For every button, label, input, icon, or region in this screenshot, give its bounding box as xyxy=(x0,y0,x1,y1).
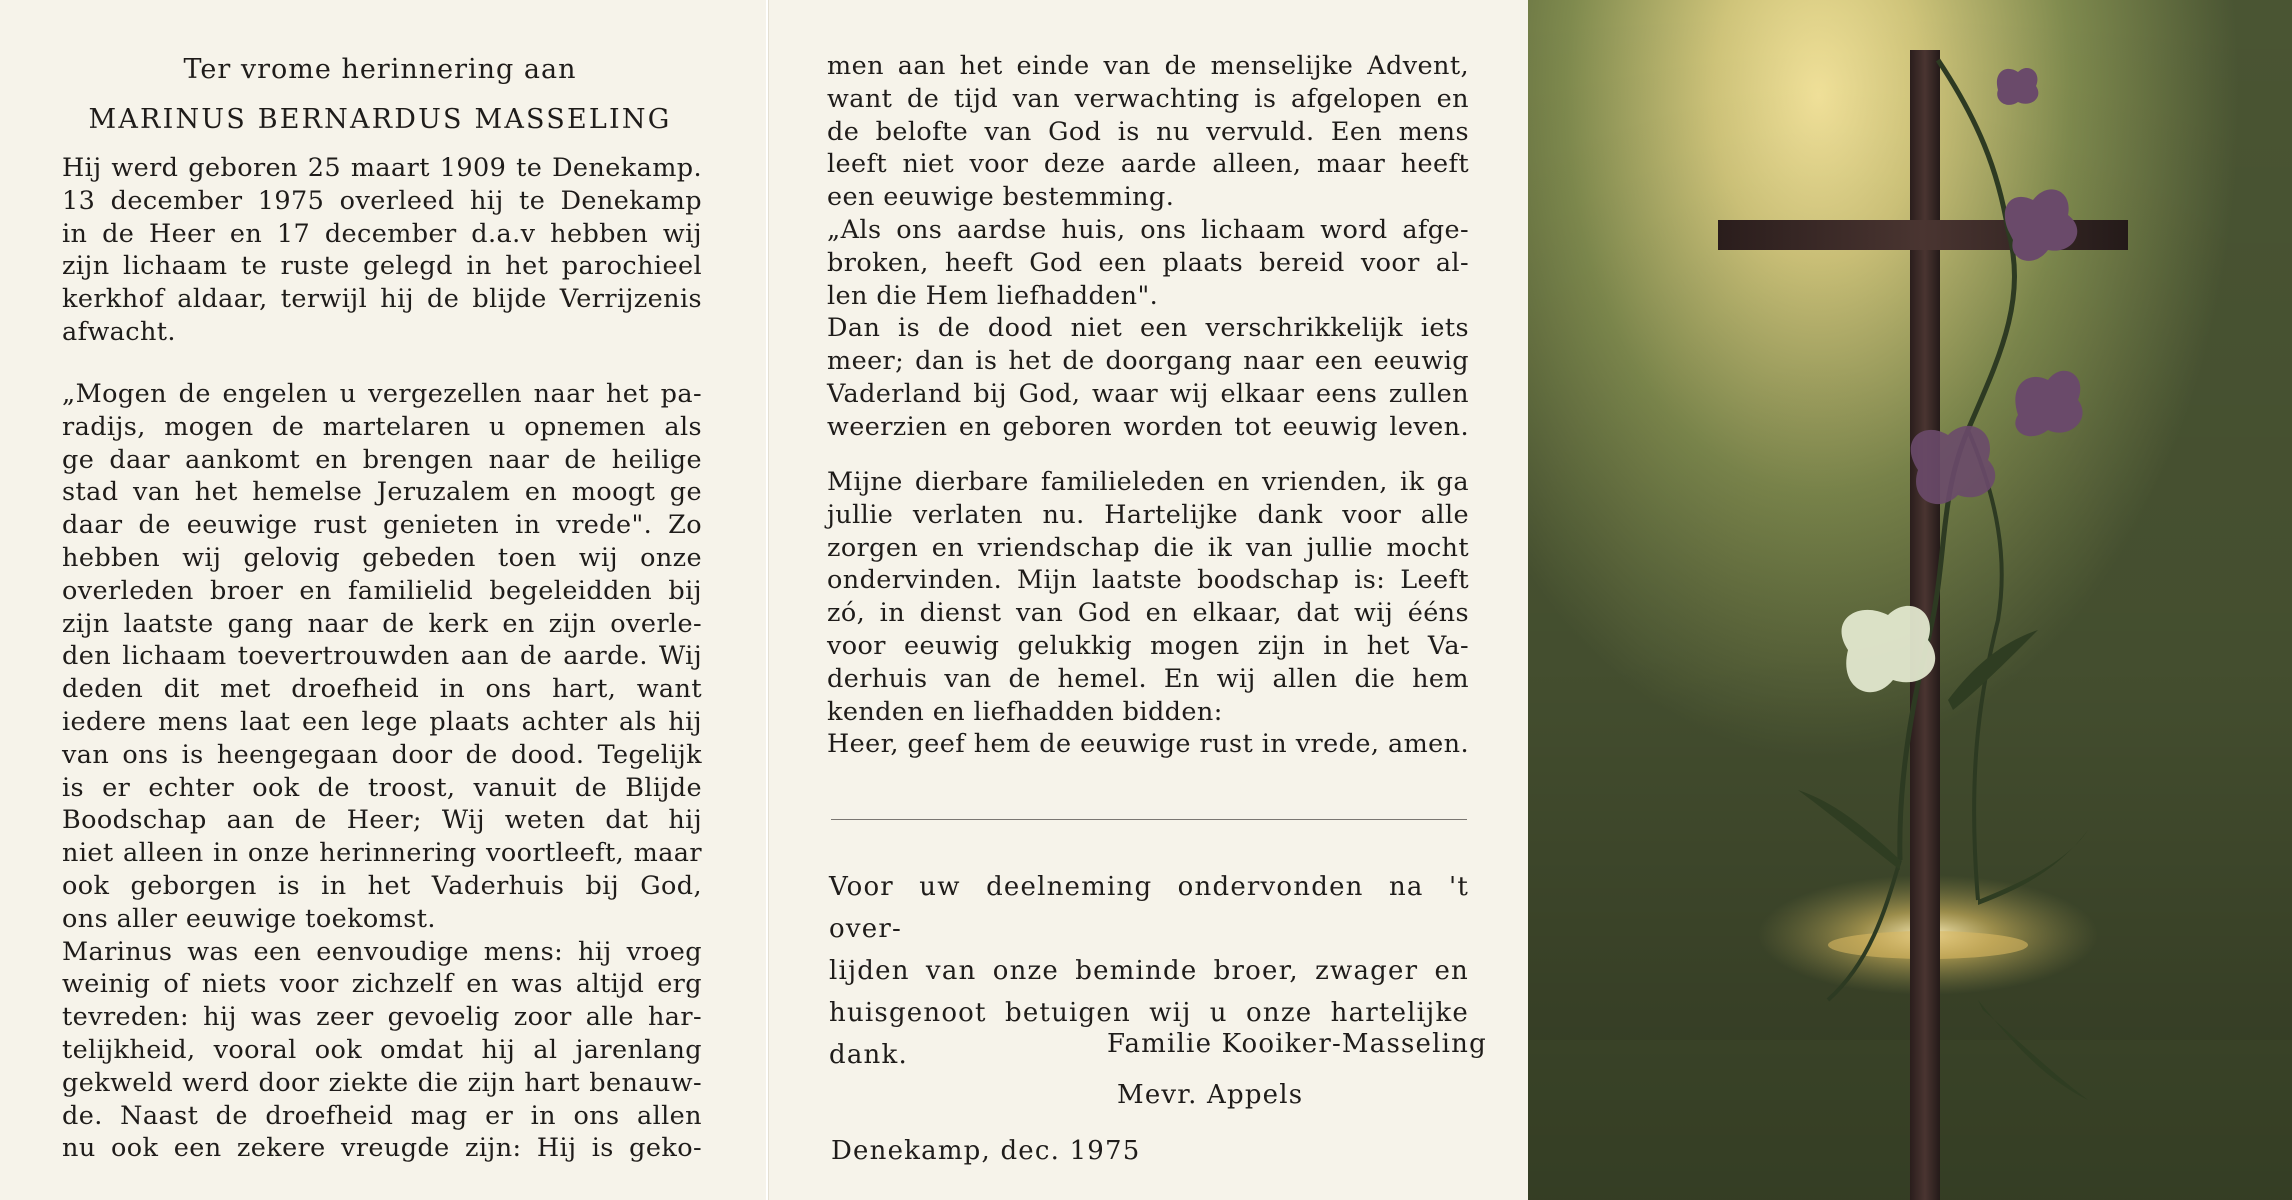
text-line: van ons is heengegaan door de dood. Tegelijk xyxy=(62,739,702,770)
text-line: hebben wij gelovig gebeden toen wij onze xyxy=(62,542,702,573)
text-line: „Mogen de engelen u vergezellen naar het pa- xyxy=(62,379,702,409)
text-line: weinig of niets voor zichzelf en was altijd erg xyxy=(62,969,702,1000)
flower-bud xyxy=(1997,68,2038,105)
text-line: in de Heer en 17 december d.a.v hebben wij xyxy=(62,218,702,249)
text-line: zijn laatste gang naar de kerk en zijn overle- xyxy=(62,608,702,639)
birth-death-paragraph xyxy=(62,152,702,349)
text-line: is er echter ook de troost, vanuit de Blijde xyxy=(62,772,702,803)
text-line: stad van het hemelse Jeruzalem en moogt ge xyxy=(62,477,702,508)
text-line: len die Hem liefhadden". xyxy=(827,280,1159,311)
text-line: voor eeuwig gelukkig mogen zijn in het Va- xyxy=(827,630,1469,661)
text-line: huisgenoot betuigen wij u onze hartelijke dank. xyxy=(829,998,1469,1070)
text-line: want de tijd van verwachting is afgelopen en xyxy=(827,83,1469,114)
text-line: iedere mens laat een lege plaats achter als hij xyxy=(62,706,702,737)
place-date: Denekamp, dec. 1975 xyxy=(831,1136,1141,1166)
cross-photo xyxy=(1528,0,2292,1200)
text-line: niet alleen in onze herinnering voortleeft, maar xyxy=(62,838,702,869)
farewell-paragraph xyxy=(827,466,1469,761)
memorial-intro: Ter vrome herinnering aan xyxy=(183,54,577,85)
text-line: zorgen en vriendschap die ik van jullie mocht xyxy=(827,532,1469,563)
text-line: ook geborgen is in het Vaderhuis bij God, xyxy=(62,870,702,901)
text-line: Voor uw deelneming ondervonden na 't over- xyxy=(829,872,1469,944)
text-line: de. Naast de droefheid mag er in ons allen xyxy=(62,1100,702,1131)
cross-candle-image xyxy=(1528,0,2292,1200)
text-line: een eeuwige bestemming. xyxy=(827,182,1175,213)
text-line: derhuis van de hemel. En wij allen die hem xyxy=(827,663,1469,694)
text-line: de belofte van God is nu vervuld. Een mens xyxy=(827,116,1469,147)
text-line: nu ook een zekere vreugde zijn: Hij is geko- xyxy=(62,1133,702,1164)
text-line: ge daar aankomt en brengen naar de heilige xyxy=(62,444,702,475)
text-line: Marinus was een eenvoudige mens: hij vroeg xyxy=(62,936,702,967)
text-line: den lichaam toevertrouwden aan de aarde. Wij xyxy=(62,641,702,672)
text-line: meer; dan is het de doorgang naar een eeuwig xyxy=(827,346,1469,377)
text-line: men aan het einde van de menselijke Advent, xyxy=(827,51,1469,81)
prayer-paragraph xyxy=(62,378,702,1165)
text-line: Dan is de dood niet een verschrikkelijk iets xyxy=(827,313,1469,344)
text-line: afwacht. xyxy=(62,316,176,347)
text-line: leeft niet voor deze aarde alleen, maar heeft xyxy=(827,149,1469,180)
signature-family: Familie Kooiker-Masseling xyxy=(1107,1029,1487,1059)
text-line: 13 december 1975 overleed hij te Denekamp xyxy=(62,185,702,216)
text-line: kerkhof aldaar, terwijl hij de blijde Verrijzenis xyxy=(62,284,702,315)
text-line: deden dit met droefheid in ons hart, want xyxy=(62,674,702,705)
left-page xyxy=(0,0,766,1200)
flower xyxy=(2015,371,2082,436)
text-line: radijs, mogen de martelaren u opnemen als xyxy=(62,411,702,442)
middle-page xyxy=(768,0,1528,1200)
text-line: overleden broer en familielid begeleidden bij xyxy=(62,575,702,606)
signature-mrs: Mevr. Appels xyxy=(1117,1080,1304,1110)
text-line: daar de eeuwige rust genieten in vrede". Zo xyxy=(62,510,702,541)
text-line: lijden van onze beminde broer, zwager en xyxy=(829,956,1469,986)
text-line: broken, heeft God een plaats bereid voor al- xyxy=(827,247,1469,278)
text-line: ondervinden. Mijn laatste boodschap is: Leeft xyxy=(827,565,1469,596)
text-line: „Als ons aardse huis, ons lichaam word afge- xyxy=(827,214,1469,245)
text-line: jullie verlaten nu. Hartelijke dank voor alle xyxy=(827,499,1469,530)
text-line: zijn lichaam te ruste gelegd in het parochieel xyxy=(62,251,702,282)
continuation-paragraph xyxy=(827,50,1469,444)
text-line: Mijne dierbare familieleden en vrienden, ik ga xyxy=(827,467,1469,497)
text-line: zó, in dienst van God en elkaar, dat wij ééns xyxy=(827,598,1469,629)
flower xyxy=(1911,426,1996,504)
text-line: Boodschap aan de Heer; Wij weten dat hij xyxy=(62,805,702,836)
text-line: Hij werd geboren 25 maart 1909 te Denekamp. xyxy=(62,153,702,183)
text-line: telijkheid, vooral ook omdat hij al jarenlang xyxy=(62,1034,702,1065)
text-line: ons aller eeuwige toekomst. xyxy=(62,903,436,934)
deceased-name: MARINUS BERNARDUS MASSELING xyxy=(88,104,672,135)
text-line: Heer, geef hem de eeuwige rust in vrede, amen. xyxy=(827,729,1469,760)
text-line: gekweld werd door ziekte die zijn hart benauw- xyxy=(62,1067,702,1098)
section-divider xyxy=(831,819,1467,820)
text-line: tevreden: hij was zeer gevoelig zoor alle har- xyxy=(62,1002,702,1033)
text-line: kenden en liefhadden bidden: xyxy=(827,696,1223,727)
text-line: Vaderland bij God, waar wij elkaar eens zullen xyxy=(827,378,1469,409)
text-line: weerzien en geboren worden tot eeuwig leven. xyxy=(827,411,1469,442)
